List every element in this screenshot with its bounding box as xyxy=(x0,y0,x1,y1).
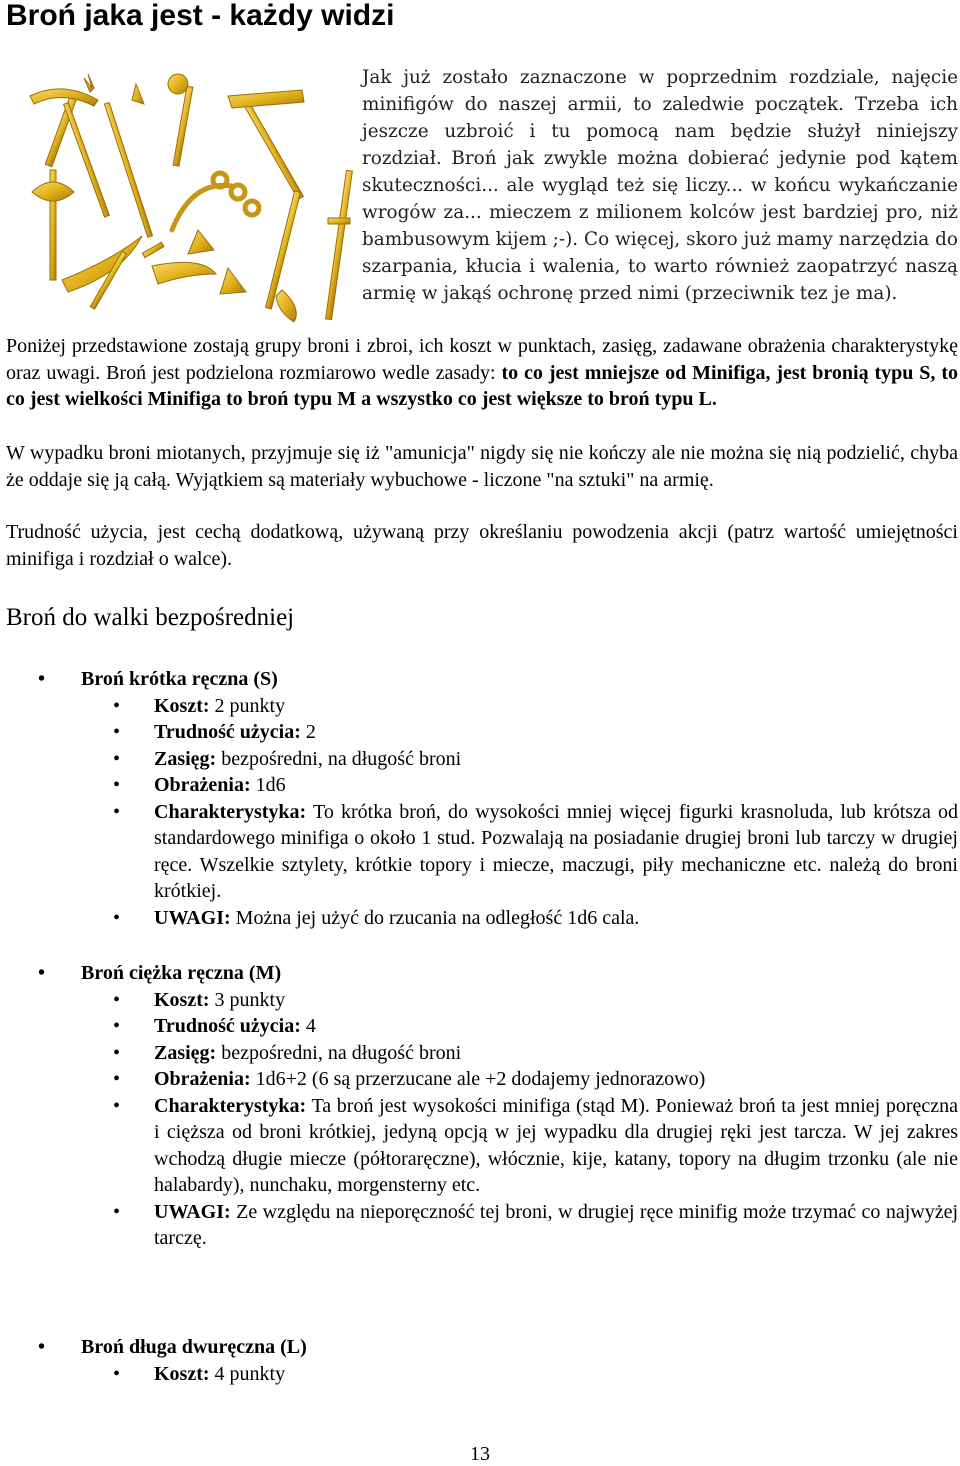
property-item xyxy=(0,1013,960,1040)
rules-paragraph xyxy=(6,333,958,413)
property-value: 4 punkty xyxy=(214,1362,286,1385)
bullet-icon: • xyxy=(113,988,121,1011)
property-label: Koszt: xyxy=(154,988,210,1011)
page-number: 13 xyxy=(470,1443,490,1465)
triangle-piece-icon xyxy=(220,268,246,294)
bullet-icon: • xyxy=(113,1200,121,1223)
scimitar-icon xyxy=(62,236,142,292)
property-label: Zasięg: xyxy=(154,1041,217,1064)
weapon-group xyxy=(0,666,960,931)
property-label: Charakterystyka: xyxy=(154,800,307,823)
property-label: Zasięg: xyxy=(154,747,217,770)
group-title xyxy=(0,1334,960,1361)
property-item xyxy=(0,693,960,720)
dagger-icon xyxy=(142,242,164,257)
property-item xyxy=(0,905,960,932)
weapon-group xyxy=(0,960,960,1252)
group-title-text: Broń krótka ręczna (S) xyxy=(81,668,278,690)
property-label: Koszt: xyxy=(154,1362,210,1385)
property-value: Można jej użyć do rzucania na odległość 1d6 cala. xyxy=(235,906,640,929)
bullet-icon: • xyxy=(113,747,121,770)
spear-icon xyxy=(104,84,152,237)
bullet-icon: • xyxy=(113,1068,121,1090)
property-label: UWAGI: xyxy=(154,906,231,929)
double-axe-icon xyxy=(32,170,74,280)
section-heading: Broń do walki bezpośredniej xyxy=(6,604,295,631)
rules-lead-text: Poniżej przedstawione zostają grupy broni i zbroi, ich koszt w punktach, zasięg, zadawane obrażenia charakterystykę oraz uwagi. Broń jest podzielona rozmiarowo wedle zasady: xyxy=(6,335,958,384)
property-item xyxy=(0,1093,960,1199)
property-item xyxy=(0,987,960,1014)
property-list xyxy=(0,693,960,932)
difficulty-paragraph: Trudność użycia, jest cechą dodatkową, używaną przy określaniu powodzenia akcji (patrz wartość umiejętności minifiga i rozdział o walce). xyxy=(6,521,958,570)
property-item xyxy=(0,719,960,746)
property-item xyxy=(0,799,960,905)
property-value: 2 xyxy=(305,721,316,743)
bullet-icon: • xyxy=(113,906,121,929)
bullet-icon: • xyxy=(113,1362,121,1385)
property-value: 1d6 xyxy=(255,774,286,796)
property-label: Trudność użycia: xyxy=(154,1015,301,1037)
bullet-icon: • xyxy=(38,962,46,984)
property-item xyxy=(0,746,960,773)
curved-blade-icon xyxy=(152,262,216,284)
bullet-icon: • xyxy=(113,774,121,796)
bullet-icon: • xyxy=(113,1094,121,1117)
property-value: To krótka broń, do wysokości mniej więcej figurki krasnoluda, lub krótsza od standardowego minifiga o około 1 stud. Pozwalają na posiadanie drugiej broni lub tarczy w drugiej ręce. Wszelkie sztylety, krótkie topory i miecze, maczugi, piły mechaniczne etc. należą do broni krótkiej. xyxy=(154,800,958,902)
chain-icon xyxy=(172,173,259,230)
rules-size-rule: to co jest mniejsze od Minifiga, jest bronią typu S, to co jest wielkości Minifiga to broń typu M a wszystko co jest większe to broń typu L. xyxy=(6,361,958,410)
group-title xyxy=(0,960,960,987)
property-item xyxy=(0,1199,960,1252)
property-label: Charakterystyka: xyxy=(154,1094,307,1117)
mace-icon xyxy=(168,74,193,166)
bullet-icon: • xyxy=(113,1041,121,1064)
bullet-icon: • xyxy=(113,694,121,717)
sword-icon xyxy=(326,170,353,319)
property-value: 2 punkty xyxy=(214,694,286,717)
bullet-icon: • xyxy=(113,1015,121,1037)
property-item xyxy=(0,1040,960,1067)
intro-paragraph: Jak już zostało zaznaczone w poprzednim rozdziale, najęcie minifigów do naszej armii, to zaledwie początek. Trzeba ich jeszcze uzbroić i tu pomocą nam będzie służył niniejszy rozdział. Broń jak zwykle można dobierać jedynie pod kątem skuteczności... ale wygląd też się liczy... w końcu wykańczanie wrogów za... mieczem z milionem kolców jest bardziej pro, niż bambusowym kijem ;-). Co więcej, skoro już mamy narzędzia do szarpania, kłucia i walenia, to warto również zaopatrzyć naszą armię w jakąś ochronę przed nimi (przeciwnik tez je ma). xyxy=(362,67,958,304)
property-value: 1d6+2 (6 są przerzucane ale +2 dodajemy jednorazowo) xyxy=(255,1068,706,1090)
property-value: 4 xyxy=(305,1015,316,1037)
property-item xyxy=(0,1361,960,1388)
property-value: bezpośredni, na długość broni xyxy=(221,1041,462,1064)
property-label: Obrażenia: xyxy=(154,1068,251,1090)
golden-weapons-image xyxy=(2,60,362,322)
bullet-icon: • xyxy=(38,668,46,690)
page-title: Broń jaka jest - każdy widzi xyxy=(6,0,395,32)
property-item xyxy=(0,1066,960,1093)
thrown-weapons-paragraph: W wypadku broni miotanych, przyjmuje się iż "amunicja" nigdy się nie kończy ale nie można się nią podzielić, chyba że oddaje się ją całą. Wyjątkiem są materiały wybuchowe - liczone "na sztuki" na armię. xyxy=(6,442,958,491)
property-list xyxy=(0,987,960,1252)
property-label: Koszt: xyxy=(154,694,210,717)
halberd-icon xyxy=(266,191,301,322)
group-title-text: Broń długa dwuręczna (L) xyxy=(81,1336,307,1358)
bullet-icon: • xyxy=(113,721,121,743)
property-item xyxy=(0,772,960,799)
property-label: Obrażenia: xyxy=(154,774,251,796)
property-label: Trudność użycia: xyxy=(154,721,301,743)
property-list xyxy=(0,1361,960,1388)
property-label: UWAGI: xyxy=(154,1200,231,1223)
property-value: 3 punkty xyxy=(214,988,286,1011)
property-value: bezpośredni, na długość broni xyxy=(221,747,462,770)
property-value: Ta broń jest wysokości minifiga (stąd M). Ponieważ broń ta jest mniej poręczna i cięższa od broni krótkiej, jedyną opcją w jej wypadku dla drugiej ręki jest tarcza. W jej zakres wchodzą długie miecze (półtoraręczne), włócznie, kije, katany, topory na długim trzonku (ale nie halabardy), nunchaku, morgensterny etc. xyxy=(154,1094,958,1196)
group-title-text: Broń ciężka ręczna (M) xyxy=(81,962,282,984)
property-value: Ze względu na nieporęczność tej broni, w drugiej ręce minifig może trzymać co najwyżej tarczę. xyxy=(154,1200,959,1249)
bullet-icon: • xyxy=(38,1336,46,1358)
weapon-group xyxy=(0,1334,960,1387)
group-title xyxy=(0,666,960,693)
bullet-icon: • xyxy=(113,800,121,823)
triangle-piece-icon xyxy=(188,230,214,254)
